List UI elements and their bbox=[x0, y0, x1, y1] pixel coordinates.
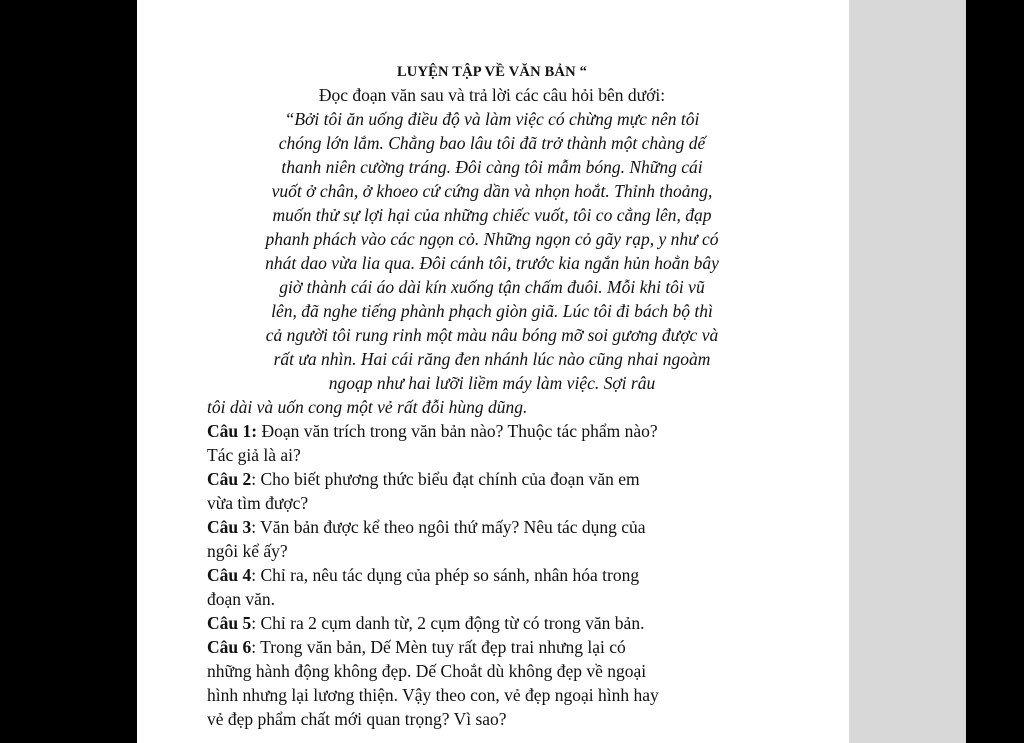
question-text: : Văn bản được kể theo ngôi thứ mấy? Nêu tác dụng của bbox=[251, 517, 646, 537]
passage bbox=[207, 107, 777, 419]
passage-line: muốn thử sự lợi hại của những chiếc vuốt, tôi co cẳng lên, đạp bbox=[272, 205, 712, 225]
passage-line: tôi dài và uốn cong một vẻ rất đỗi hùng dũng. bbox=[207, 397, 528, 417]
question-6 bbox=[207, 635, 777, 731]
question-label: Câu 3 bbox=[207, 517, 252, 537]
question-label: Câu 1: bbox=[207, 421, 258, 441]
passage-line: nhát dao vừa lia qua. Đôi cánh tôi, trước kia ngắn hủn hoẳn bây bbox=[265, 253, 719, 273]
question-text: : Trong văn bản, Dế Mèn tuy rất đẹp trai nhưng lại có bbox=[251, 637, 626, 657]
passage-line: giờ thành cái áo dài kín xuống tận chấm đuôi. Mỗi khi tôi vũ bbox=[279, 277, 705, 297]
question-text: ngôi kể ấy? bbox=[207, 541, 288, 561]
passage-line: cả người tôi rung rinh một màu nâu bóng mỡ soi gương được và bbox=[265, 325, 719, 345]
question-text: : Cho biết phương thức biểu đạt chính của đoạn văn em bbox=[251, 469, 640, 489]
document-content bbox=[207, 62, 777, 731]
question-text: vẻ đẹp phẩm chất mới quan trọng? Vì sao? bbox=[207, 709, 507, 729]
question-1 bbox=[207, 419, 777, 467]
question-4 bbox=[207, 563, 777, 611]
question-5 bbox=[207, 611, 777, 635]
question-text: : Chỉ ra, nêu tác dụng của phép so sánh, nhân hóa trong bbox=[251, 565, 640, 585]
document-page bbox=[137, 0, 849, 743]
question-text: Tác giả là ai? bbox=[207, 445, 301, 465]
left-dark-area bbox=[0, 0, 137, 743]
passage-line: “Bởi tôi ăn uống điều độ và làm việc có chừng mực nên tôi bbox=[284, 109, 700, 129]
passage-line: rất ưa nhìn. Hai cái răng đen nhánh lúc nào cũng nhai ngoàm bbox=[273, 349, 711, 369]
question-label: Câu 4 bbox=[207, 565, 252, 585]
question-text: : Chỉ ra 2 cụm danh từ, 2 cụm động từ có trong văn bản. bbox=[251, 613, 645, 633]
passage-line: vuốt ở chân, ở khoeo cứ cứng dần và nhọn hoắt. Thỉnh thoảng, bbox=[271, 181, 713, 201]
question-3 bbox=[207, 515, 777, 563]
right-dark-area bbox=[966, 0, 1024, 743]
question-text: hình nhưng lại lương thiện. Vậy theo con, vẻ đẹp ngoại hình hay bbox=[207, 685, 659, 705]
intro-instruction: Đọc đoạn văn sau và trả lời các câu hỏi bên dưới: bbox=[318, 85, 666, 105]
question-text: đoạn văn. bbox=[207, 589, 276, 609]
passage-line: lên, đã nghe tiếng phành phạch giòn giã. Lúc tôi đi bách bộ thì bbox=[271, 301, 713, 321]
question-label: Câu 2 bbox=[207, 469, 252, 489]
question-text: Đoạn văn trích trong văn bản nào? Thuộc tác phẩm nào? bbox=[257, 421, 658, 441]
passage-line: chóng lớn lắm. Chẳng bao lâu tôi đã trở thành một chàng dế bbox=[278, 133, 706, 153]
page-title: LUYỆN TẬP VỀ VĂN BẢN “ bbox=[396, 64, 588, 80]
question-label: Câu 6 bbox=[207, 637, 252, 657]
question-text: vừa tìm được? bbox=[207, 493, 309, 513]
question-text: những hành động không đẹp. Dế Choắt dù không đẹp về ngoại bbox=[207, 661, 647, 681]
question-2 bbox=[207, 467, 777, 515]
question-label: Câu 5 bbox=[207, 613, 252, 633]
passage-line: ngoạp như hai lưỡi liềm máy làm việc. Sợi râu bbox=[328, 373, 656, 393]
gray-side-margin bbox=[849, 0, 966, 743]
passage-line: phanh phách vào các ngọn cỏ. Những ngọn cỏ gãy rạp, y như có bbox=[265, 229, 719, 249]
passage-line: thanh niên cường tráng. Đôi càng tôi mẫm bóng. Những cái bbox=[281, 157, 703, 177]
